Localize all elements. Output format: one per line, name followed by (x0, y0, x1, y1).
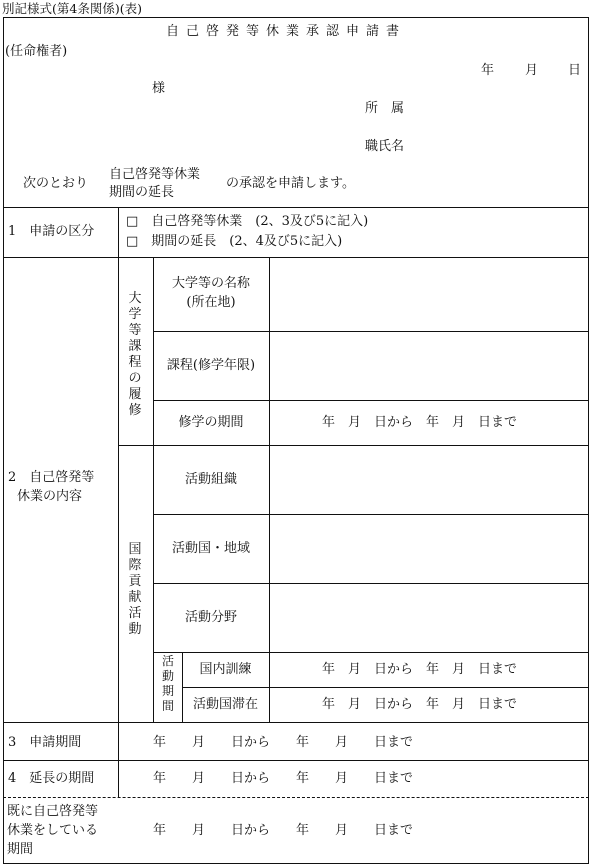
section1-option-extension[interactable]: □ 期間の延長 (2、4及び5に記入) (126, 234, 343, 249)
request-option-leave[interactable]: 自己啓発等休業 (109, 167, 201, 182)
rule-section2-bottom (3, 722, 589, 723)
field-field[interactable] (270, 584, 588, 651)
domestic-training-label: 国内訓練 (199, 662, 252, 677)
rule-section3-bottom (3, 760, 589, 761)
request-suffix: の承認を申請します。 (226, 176, 355, 191)
study-period-value[interactable]: 年 月 日から 年 月 日まで (322, 415, 518, 430)
intl-group-label: 国際貢献活動 (128, 542, 142, 637)
overseas-stay-label: 活動国滞在 (192, 697, 258, 712)
rule-label-column (118, 207, 119, 797)
form-title: 自己啓発等休業承認申請書 (166, 24, 407, 39)
university-group-label: 大学等課程の履修 (128, 291, 142, 418)
rule-domestic-training (182, 687, 589, 688)
org-label: 活動組織 (184, 472, 237, 487)
university-name-field[interactable] (270, 258, 588, 330)
country-label: 活動国・地域 (171, 541, 250, 556)
rule-group-column (153, 257, 154, 722)
section5-label-line1: 既に自己啓発等 (7, 804, 99, 819)
section4-label: 4 延長の期間 (8, 771, 95, 786)
section5-label-line2: 休業をしている (7, 823, 99, 838)
section5-label-line3: 期間 (7, 842, 34, 857)
date-day[interactable]: 日 (568, 63, 582, 78)
form-label: 別記様式(第4条関係)(表) (2, 1, 142, 16)
section5-value[interactable]: 年 月 日から 年 月 日まで (153, 823, 414, 838)
rule-period-item-column (269, 652, 270, 722)
recipient-label: (任命権者) (5, 44, 68, 59)
university-name-label-line1: 大学等の名称 (171, 276, 250, 291)
course-label: 課程(修学年限) (166, 358, 256, 373)
study-period-label: 修学の期間 (178, 415, 244, 430)
date-year[interactable]: 年 (481, 63, 495, 78)
request-option-extension[interactable]: 期間の延長 (109, 185, 175, 200)
overseas-stay-value[interactable]: 年 月 日から 年 月 日まで (322, 697, 518, 712)
section3-label: 3 申請期間 (8, 735, 82, 750)
rule-course (153, 400, 589, 401)
request-prefix: 次のとおり (23, 176, 89, 191)
section2-label-line2: 休業の内容 (17, 489, 83, 504)
domestic-training-value[interactable]: 年 月 日から 年 月 日まで (322, 662, 518, 677)
course-field[interactable] (270, 332, 588, 399)
honorific: 様 (152, 81, 166, 96)
section4-value[interactable]: 年 月 日から 年 月 日まで (153, 771, 414, 786)
university-name-label-line2: (所在地) (186, 295, 236, 310)
section1-label: 1 申請の区分 (8, 224, 95, 239)
name-label: 職氏名 (365, 139, 405, 154)
section2-label-line1: 2 自己啓発等 (8, 470, 95, 485)
activity-period-label: 活動期間 (161, 654, 174, 713)
field-label: 活動分野 (184, 610, 237, 625)
country-field[interactable] (270, 515, 588, 582)
rule-header-bottom (3, 207, 589, 208)
date-month[interactable]: 月 (525, 63, 539, 78)
section1-option-leave[interactable]: □ 自己啓発等休業 (2、3及び5に記入) (126, 214, 369, 229)
rule-section4-bottom (3, 797, 589, 798)
rule-field (153, 652, 589, 653)
section3-value[interactable]: 年 月 日から 年 月 日まで (153, 735, 414, 750)
org-field[interactable] (270, 446, 588, 513)
affiliation-label: 所 属 (365, 101, 405, 116)
